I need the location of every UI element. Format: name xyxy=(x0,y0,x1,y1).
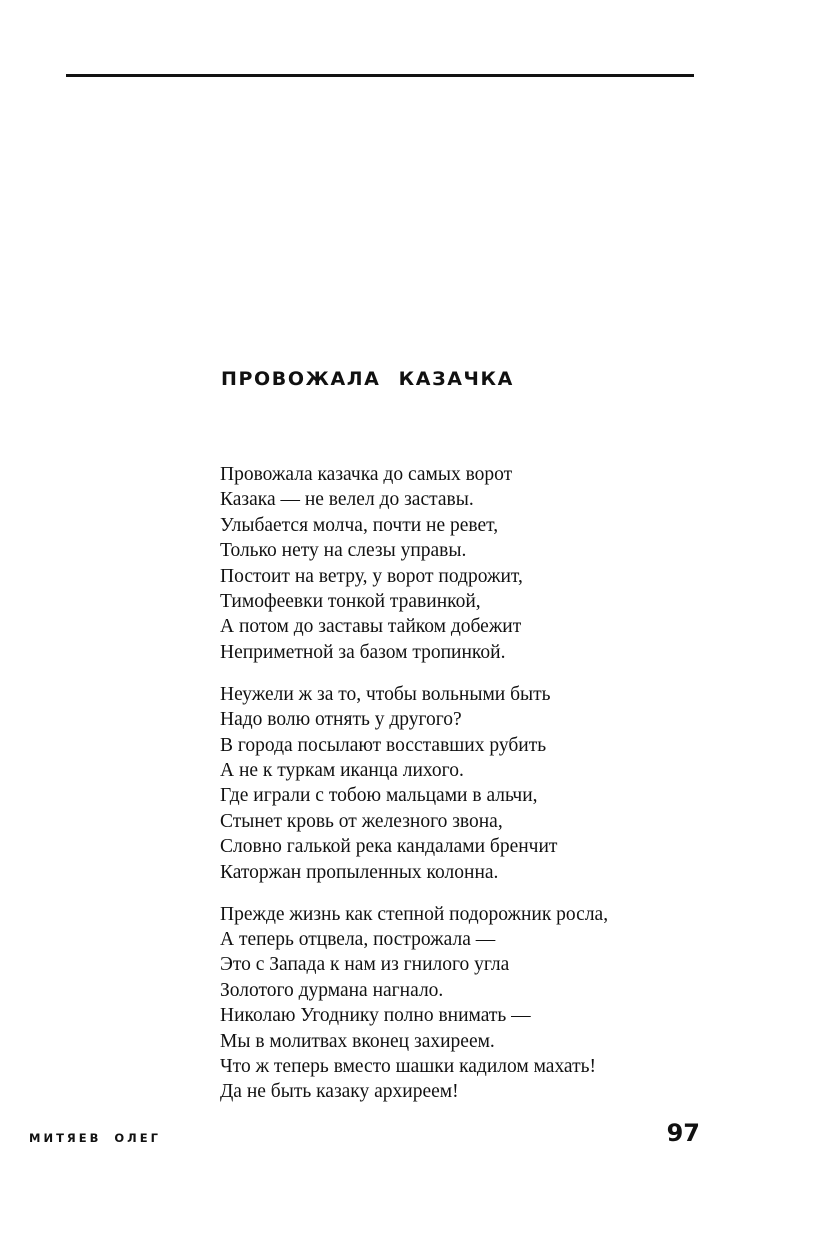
poem-line: Словно галькой река кандалами бренчит xyxy=(220,836,558,858)
top-rule xyxy=(66,74,694,77)
poem-line: Каторжан пропыленных колонна. xyxy=(220,861,499,883)
poem-line: Это с Запада к нам из гнилого угла xyxy=(220,954,510,976)
poem-line: Где играли с тобою мальцами в альчи, xyxy=(220,785,538,807)
poem-line: Мы в молитвах вконец захиреем. xyxy=(220,1030,495,1052)
poem-line: Золотого дурмана нагнало. xyxy=(220,979,444,1001)
poem-body xyxy=(220,462,780,1121)
poem-line: Прежде жизнь как степной подорожник росла, xyxy=(220,903,609,925)
poem-line: Что ж теперь вместо шашки кадилом махать! xyxy=(220,1055,596,1077)
poem-line: Только нету на слезы управы. xyxy=(220,540,467,562)
poem-line: А не к туркам иканца лихого. xyxy=(220,759,464,781)
poem-line: Постоит на ветру, у ворот подрожит, xyxy=(220,565,523,587)
poem-line: Неужели ж за то, чтобы вольными быть xyxy=(220,683,551,705)
poem-line: А потом до заставы тайком добежит xyxy=(220,616,522,638)
poem-line: Улыбается молча, почти не ревет, xyxy=(220,514,499,536)
poem-line: Казака — не велел до заставы. xyxy=(220,489,474,511)
stanza-2 xyxy=(220,682,780,885)
poem-line: Да не быть казаку архиреем! xyxy=(220,1081,459,1103)
running-footer-author: МИТЯЕВ ОЛЕГ xyxy=(29,1131,161,1145)
poem-line: Стынет кровь от железного звона, xyxy=(220,810,503,832)
stanza-3 xyxy=(220,902,780,1105)
poem-title: ПРОВОЖАЛА КАЗАЧКА xyxy=(221,368,514,390)
poem-line: А теперь отцвела, построжала — xyxy=(220,928,496,950)
poem-line: В города посылают восставших рубить xyxy=(220,734,547,756)
page-number: 97 xyxy=(666,1119,700,1147)
poem-line: Надо волю отнять у другого? xyxy=(220,709,462,731)
poem-line: Тимофеевки тонкой травинкой, xyxy=(220,591,481,613)
poem-line: Провожала казачка до самых ворот xyxy=(220,464,513,485)
stanza-1 xyxy=(220,462,780,665)
poem-line: Неприметной за базом тропинкой. xyxy=(220,641,506,663)
poem-line: Николаю Угоднику полно внимать — xyxy=(220,1005,531,1027)
